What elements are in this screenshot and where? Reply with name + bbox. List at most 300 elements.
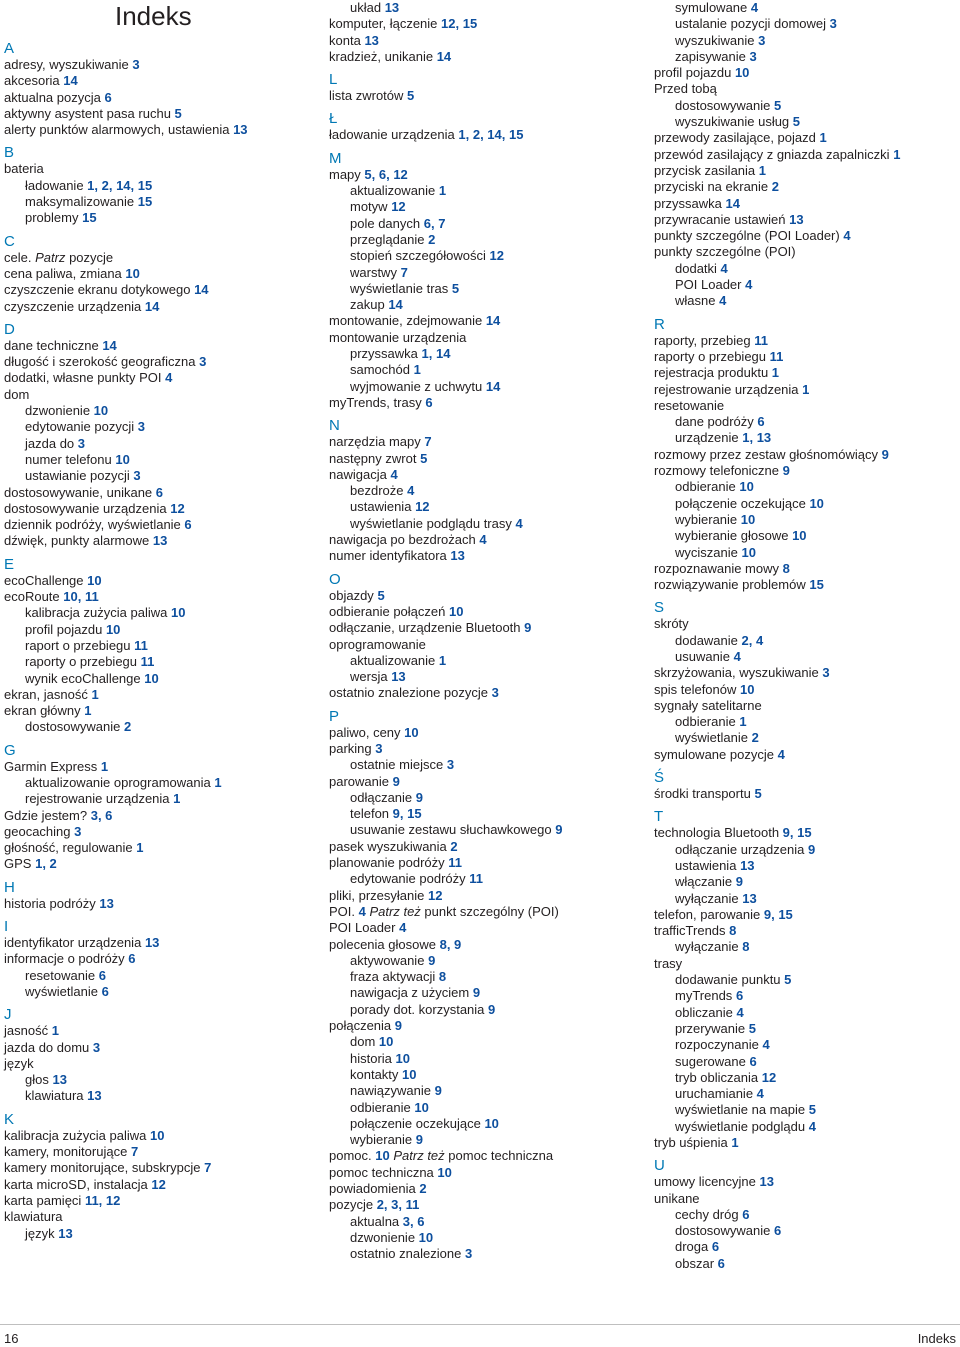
page-reference-link[interactable]: 10 <box>144 670 159 686</box>
page-reference-link[interactable]: 10 <box>449 603 464 619</box>
page-reference-link[interactable]: 14 <box>725 195 741 211</box>
index-subentry <box>654 714 960 730</box>
entry-term: czyszczenie urządzenia <box>4 298 142 314</box>
page-reference-link[interactable]: 9, 15 <box>763 906 793 922</box>
page-reference-link[interactable]: 4 <box>407 483 415 499</box>
entry-term: ustawienia <box>675 857 737 873</box>
page-reference-link[interactable]: 9, 15 <box>392 806 422 822</box>
page-reference-link[interactable]: 13 <box>87 1088 102 1104</box>
page-reference-link[interactable]: 4 <box>808 1118 816 1134</box>
page-reference-link[interactable]: 9 <box>782 463 790 479</box>
entry-term: problemy <box>25 210 79 226</box>
page-reference-link[interactable]: 10 <box>792 528 807 544</box>
page-reference-link[interactable]: 3 <box>446 757 455 773</box>
index-subentry <box>654 1070 960 1086</box>
page-reference-link[interactable]: 6 <box>774 1223 782 1239</box>
page-reference-link[interactable]: 13 <box>450 548 465 564</box>
index-entry <box>4 896 304 912</box>
entry-term: ecoChallenge <box>4 572 84 588</box>
page-reference-link[interactable]: 6 <box>128 951 136 967</box>
page-reference-link[interactable]: 4 <box>733 648 741 664</box>
page-reference-link[interactable]: 4 <box>390 466 398 482</box>
index-letter-heading: C <box>4 232 15 250</box>
page-reference-link[interactable]: 13 <box>152 533 168 549</box>
page-reference-link[interactable]: 10 <box>437 1164 452 1180</box>
page-reference-link[interactable]: 3 <box>137 419 145 435</box>
page-reference-link[interactable]: 3 <box>491 685 499 701</box>
page-reference-link[interactable]: 3 <box>132 57 140 72</box>
page-reference-link[interactable]: 3 <box>464 1246 473 1262</box>
index-entry <box>654 212 960 228</box>
index-subentry <box>654 1239 960 1255</box>
page-reference-link[interactable]: 4 <box>756 1086 764 1102</box>
entry-term: wyłączanie <box>675 890 739 906</box>
page-reference-link[interactable]: 3 <box>92 1039 101 1055</box>
index-entry <box>329 127 639 143</box>
page-reference-link[interactable]: 13 <box>742 890 757 906</box>
page-reference-link[interactable]: 10 <box>740 681 755 697</box>
page-reference-link[interactable]: 14 <box>388 297 403 313</box>
page-reference-link[interactable]: 12 <box>489 248 504 264</box>
page-reference-link[interactable]: 7 <box>424 434 432 450</box>
page-reference-link[interactable]: 13 <box>391 669 406 685</box>
entry-term: język <box>25 1225 55 1241</box>
page-reference-link[interactable]: 15 <box>137 194 153 210</box>
entry-term: adresy, wyszukiwanie <box>4 57 129 72</box>
page-reference-link[interactable]: 1 <box>173 791 181 807</box>
page-reference-link[interactable]: 10 <box>375 1148 390 1164</box>
page-reference-link[interactable]: 9 <box>555 822 563 838</box>
page-reference-link[interactable]: 11 <box>134 637 148 653</box>
page-reference-link[interactable]: 11, 12 <box>84 1192 121 1208</box>
page-reference-link[interactable]: 1 <box>214 774 222 790</box>
page-reference-link[interactable]: 1 <box>802 381 810 397</box>
entry-term: odłączanie <box>350 789 413 805</box>
index-subentry <box>4 671 304 687</box>
page-reference-link[interactable]: 10 <box>105 621 121 637</box>
page-reference-link[interactable]: 10 <box>809 495 824 511</box>
entry-term: usuwanie zestawu słuchawkowego <box>350 822 552 838</box>
page-reference-link[interactable]: 4 <box>399 920 407 936</box>
page-reference-link[interactable]: 9 <box>434 1083 442 1099</box>
page-reference-link[interactable]: 9 <box>488 1001 496 1017</box>
page-reference-link[interactable]: 4 <box>777 746 785 762</box>
index-letter-heading: R <box>654 315 665 333</box>
page-reference-link[interactable]: 3 <box>77 435 86 451</box>
page-reference-link[interactable]: 9 <box>881 446 889 462</box>
page-reference-link[interactable]: 10 <box>93 403 109 419</box>
entry-term: klawiatura <box>4 1209 63 1225</box>
index-letter-heading: O <box>329 570 341 588</box>
page-reference-link[interactable]: 12 <box>415 499 430 515</box>
page-reference-link[interactable]: 10 <box>378 1034 394 1050</box>
page-reference-link[interactable]: 10 <box>404 724 419 740</box>
entry-term: historia podróży <box>4 895 96 911</box>
page-reference-link[interactable]: 4 <box>515 515 523 531</box>
index-entry <box>4 73 304 89</box>
index-entry <box>654 907 960 923</box>
page-reference-link[interactable]: 14 <box>194 282 209 298</box>
entry-term: ostatnio znalezione <box>350 1246 462 1262</box>
entry-term: pozycje <box>329 1197 374 1213</box>
entry-term: odbieranie <box>675 714 736 730</box>
page-reference-link[interactable]: 9, 15 <box>782 825 812 841</box>
index-subentry <box>329 806 639 822</box>
page-reference-link[interactable]: 6 <box>749 1053 757 1069</box>
page-reference-link[interactable]: 1 <box>136 840 144 856</box>
page-reference-link[interactable]: 1 <box>100 758 109 774</box>
page-reference-link[interactable]: 12 <box>170 500 185 516</box>
entry-term: symulowane pozycje <box>654 746 774 762</box>
page-reference-link[interactable]: 7 <box>400 264 408 280</box>
page-reference-link[interactable]: 4 <box>750 0 759 15</box>
page-reference-link[interactable]: 1 <box>413 362 421 378</box>
index-entry <box>4 573 304 589</box>
index-subentry <box>654 261 960 277</box>
page-reference-link[interactable]: 5 <box>451 280 460 296</box>
index-subentry <box>654 939 960 955</box>
page-reference-link[interactable]: 5 <box>407 88 415 104</box>
index-entry <box>654 1191 960 1207</box>
see-also-target: punkt szczególny (POI) <box>424 903 559 919</box>
page-reference-link[interactable]: 8 <box>742 939 750 955</box>
page-reference-link[interactable]: 2 <box>419 1181 427 1196</box>
index-subentry <box>654 1256 960 1272</box>
index-entry <box>329 88 639 104</box>
page-reference-link[interactable]: 1, 13 <box>742 430 772 446</box>
entry-term: przeglądanie <box>350 231 425 247</box>
page-reference-link[interactable]: 9 <box>524 620 532 636</box>
index-subentry <box>329 281 639 297</box>
page-reference-link[interactable]: 2, 4 <box>741 632 764 648</box>
page-reference-link[interactable]: 9 <box>415 789 424 805</box>
entry-term: aktualizowanie <box>350 183 436 199</box>
page-reference-link[interactable]: 5 <box>808 1102 816 1118</box>
index-subentry <box>654 114 960 130</box>
page-reference-link[interactable]: 3 <box>749 48 757 64</box>
page-reference-link[interactable]: 1 <box>771 365 780 381</box>
index-entry <box>654 616 960 632</box>
page-reference-link[interactable]: 13 <box>740 857 755 873</box>
page-reference-link[interactable]: 3 <box>199 354 207 370</box>
page-reference-link[interactable]: 10 <box>740 511 756 527</box>
entry-term: Przed tobą <box>654 81 717 97</box>
page-reference-link[interactable]: 12 <box>151 1176 166 1192</box>
entry-term: przewody zasilające, pojazd <box>654 130 816 146</box>
page-reference-link[interactable]: 9 <box>735 874 743 890</box>
entry-term: połączenie oczekujące <box>675 495 806 511</box>
page-reference-link[interactable]: 15 <box>82 210 97 226</box>
page-reference-link[interactable]: 3, 6 <box>402 1213 425 1229</box>
index-entry <box>329 839 639 855</box>
page-reference-link[interactable]: 1, 14 <box>421 346 451 362</box>
page-reference-link[interactable]: 8 <box>438 969 447 985</box>
page-reference-link[interactable]: 12 <box>428 887 443 903</box>
page-reference-link[interactable]: 3 <box>74 823 82 839</box>
page-reference-link[interactable]: 6 <box>98 967 106 983</box>
page-reference-link[interactable]: 3 <box>822 665 830 681</box>
entry-term: zakup <box>350 297 385 313</box>
page-reference-link[interactable]: 14 <box>102 337 117 353</box>
entry-term: POI Loader <box>329 920 396 936</box>
entry-term: ostatnie miejsce <box>350 757 444 773</box>
index-subentry <box>654 33 960 49</box>
index-entry <box>4 161 304 177</box>
entry-term: wyświetlanie <box>25 983 98 999</box>
entry-term: obliczanie <box>675 1004 733 1020</box>
entry-term: pomoc techniczna <box>329 1164 434 1180</box>
entry-term: aktualizowanie <box>350 652 436 668</box>
page-reference-link[interactable]: 5 <box>774 97 782 113</box>
page-reference-link[interactable]: 4 <box>479 532 487 548</box>
page-reference-link[interactable]: 4 <box>745 277 753 293</box>
index-letter-heading: K <box>4 1110 15 1128</box>
page-reference-link[interactable]: 10 <box>739 479 754 495</box>
page-reference-link[interactable]: 6 <box>717 1255 725 1271</box>
index-entry <box>4 840 304 856</box>
page-reference-link[interactable]: 8, 9 <box>439 936 462 952</box>
page-reference-link[interactable]: 4 <box>762 1037 770 1053</box>
page-reference-link[interactable]: 11 <box>448 855 463 871</box>
page-reference-link[interactable]: 1 <box>51 1023 59 1039</box>
page-reference-link[interactable]: 4 <box>719 293 727 309</box>
page-reference-link[interactable]: 14 <box>485 313 501 329</box>
page-reference-link[interactable]: 5 <box>377 587 385 603</box>
page-reference-link[interactable]: 1 <box>893 146 901 162</box>
page-reference-link[interactable]: 6 <box>757 414 765 430</box>
page-reference-link[interactable]: 14 <box>485 378 501 394</box>
page-reference-link[interactable]: 11 <box>140 654 155 670</box>
page-reference-link[interactable]: 1 <box>731 1135 739 1150</box>
page-reference-link[interactable]: 9 <box>808 841 816 857</box>
page-reference-link[interactable]: 10 <box>149 1127 165 1143</box>
page-reference-link[interactable]: 14 <box>63 73 78 89</box>
page-reference-link[interactable]: 5, 6, 12 <box>364 166 408 182</box>
page-reference-link[interactable]: 2 <box>771 179 780 195</box>
page-reference-link[interactable]: 6 <box>742 1206 750 1222</box>
page-reference-link[interactable]: 2, 3, 11 <box>376 1197 420 1213</box>
index-entry <box>329 33 639 49</box>
page-reference-link[interactable]: 6 <box>104 89 112 105</box>
index-entry <box>4 703 304 719</box>
page-reference-link[interactable]: 4 <box>736 1004 744 1020</box>
page-reference-link[interactable]: 8 <box>782 560 790 576</box>
page-reference-link[interactable]: 1, 2, 14, 15 <box>458 127 524 143</box>
page-reference-link[interactable]: 11 <box>769 348 784 364</box>
page-reference-link[interactable]: 2 <box>124 719 132 735</box>
page-reference-link[interactable]: 2 <box>751 730 759 746</box>
entry-term: dzwonienie <box>350 1229 416 1245</box>
index-entry <box>654 665 960 681</box>
index-entry <box>654 1174 960 1190</box>
page-reference-link[interactable]: 1 <box>438 183 447 199</box>
index-subentry <box>329 1051 639 1067</box>
index-entry <box>329 725 639 741</box>
entry-term: motyw <box>350 199 388 215</box>
entry-term: dane techniczne <box>4 337 99 353</box>
page-reference-link[interactable]: 5 <box>784 972 792 988</box>
page-reference-link[interactable]: 2 <box>428 231 436 247</box>
page-reference-link[interactable]: 1, 2 <box>35 856 57 872</box>
index-entry <box>4 589 304 605</box>
index-subentry <box>329 985 639 1001</box>
page-reference-link[interactable]: 14 <box>144 298 160 314</box>
index-entry <box>329 888 639 904</box>
page-reference-link[interactable]: 3 <box>758 32 766 48</box>
page-reference-link[interactable]: 5 <box>174 105 182 121</box>
page-reference-link[interactable]: 1 <box>438 652 447 668</box>
entry-term: wyświetlanie <box>675 730 748 746</box>
page-reference-link[interactable]: 1 <box>758 162 767 178</box>
index-entry <box>654 825 960 841</box>
page-reference-link[interactable]: 10 <box>734 65 750 81</box>
page-reference-link[interactable]: 4 <box>843 228 851 244</box>
page-reference-link[interactable]: 3 <box>133 468 141 484</box>
page-reference-link[interactable]: 13 <box>233 122 248 138</box>
page-reference-link[interactable]: 13 <box>144 935 160 951</box>
page-reference-link[interactable]: 8 <box>729 923 737 939</box>
entry-term: nawiązywanie <box>350 1083 431 1099</box>
page-reference-link[interactable]: 7 <box>130 1144 139 1160</box>
page-reference-link[interactable]: 6 <box>155 484 164 500</box>
page-reference-link[interactable]: 6 <box>184 517 192 533</box>
page-reference-link[interactable]: 9 <box>415 1132 424 1148</box>
page-reference-link[interactable]: 13 <box>99 895 114 911</box>
index-subentry <box>654 1119 960 1135</box>
page-reference-link[interactable]: 10 <box>418 1229 434 1245</box>
index-subentry <box>654 98 960 114</box>
entry-term: dom <box>4 386 30 402</box>
page-reference-link[interactable]: 10, 11 <box>63 589 99 605</box>
index-subentry <box>329 216 639 232</box>
page-reference-link[interactable]: 11 <box>754 332 768 348</box>
page-reference-link[interactable]: 12 <box>391 199 406 215</box>
page-reference-link[interactable]: 6 <box>425 394 433 410</box>
index-subentry <box>329 265 639 281</box>
page-reference-link[interactable]: 10 <box>395 1050 411 1066</box>
index-entry <box>654 349 960 365</box>
page-reference-link[interactable]: 10 <box>115 451 130 467</box>
page-reference-link[interactable]: 7 <box>204 1160 212 1176</box>
page-reference-link[interactable]: 5 <box>748 1020 756 1036</box>
page-reference-link[interactable]: 12, 15 <box>441 16 478 32</box>
page-reference-link[interactable]: 12 <box>761 1069 777 1085</box>
index-entry <box>4 1177 304 1193</box>
page-reference-link[interactable]: 6 <box>101 983 109 999</box>
entry-term: aktywny asystent pasa ruchu <box>4 105 171 121</box>
index-letter-heading: L <box>329 71 338 89</box>
page-reference-link[interactable]: 3, 6 <box>90 807 113 823</box>
page-reference-link[interactable]: 1 <box>739 714 747 730</box>
index-column-1 <box>4 40 304 1242</box>
index-entry <box>329 313 639 329</box>
index-entry <box>4 1209 304 1225</box>
page-reference-link[interactable]: 10 <box>170 605 186 621</box>
index-subentry <box>4 436 304 452</box>
entry-term: wyświetlanie podglądu <box>675 1118 806 1134</box>
page-reference-link[interactable]: 13 <box>52 1072 67 1088</box>
index-entry <box>654 447 960 463</box>
page-reference-link[interactable]: 13 <box>364 32 379 48</box>
index-entry <box>654 81 960 97</box>
page-reference-link[interactable]: 10 <box>741 544 756 560</box>
page-reference-link[interactable]: 10 <box>125 265 140 281</box>
index-subentry <box>329 1002 639 1018</box>
page-reference-link[interactable]: 10 <box>402 1066 417 1082</box>
entry-term: cechy dróg <box>675 1206 739 1222</box>
page-reference-link[interactable]: 10 <box>414 1099 429 1115</box>
index-subentry <box>654 277 960 293</box>
entry-term: aktualna pozycja <box>4 89 101 105</box>
entry-term: ostatnio znalezione pozycje <box>329 685 488 701</box>
index-letter-heading: G <box>4 741 16 759</box>
entry-term: aktualizowanie oprogramowania <box>25 774 211 790</box>
entry-term: montowanie urządzenia <box>329 329 467 345</box>
entry-term: usuwanie <box>675 648 730 664</box>
page-reference-link[interactable]: 11 <box>469 871 484 887</box>
page-reference-link[interactable]: 1 <box>819 130 827 146</box>
page-reference-link[interactable]: 9 <box>472 985 481 1001</box>
page-reference-link[interactable]: 4 <box>165 370 173 386</box>
page-reference-link[interactable]: 14 <box>436 48 452 64</box>
page-reference-link[interactable]: 5 <box>754 786 762 802</box>
page-reference-link[interactable]: 2 <box>450 838 458 854</box>
index-entry <box>329 620 639 636</box>
entry-term: myTrends, trasy <box>329 394 422 410</box>
entry-term: symulowane <box>675 0 748 15</box>
page-reference-link[interactable]: 9 <box>392 773 400 789</box>
entry-term: Garmin Express <box>4 758 98 774</box>
page-reference-link[interactable]: 13 <box>58 1225 73 1241</box>
page-reference-link[interactable]: 13 <box>789 211 804 227</box>
entry-term: umowy licencyjne <box>654 1174 756 1190</box>
page-reference-link[interactable]: 10 <box>484 1115 499 1131</box>
page-reference-link[interactable]: 1 <box>91 686 99 702</box>
page-reference-link[interactable]: 4 <box>358 903 366 919</box>
entry-term: przycisk zasilania <box>654 162 756 178</box>
entry-term: głos <box>25 1072 49 1088</box>
page-reference-link[interactable]: 6 <box>735 988 744 1004</box>
entry-term: rozpoczynanie <box>675 1037 759 1053</box>
index-subentry <box>654 1005 960 1021</box>
entry-term: dźwięk, punkty alarmowe <box>4 533 150 549</box>
page-reference-link[interactable]: 9 <box>394 1018 403 1034</box>
page-reference-link[interactable]: 6, 7 <box>423 215 446 231</box>
entry-term: bateria <box>4 161 44 177</box>
page-reference-link[interactable]: 1, 2, 14, 15 <box>87 177 153 193</box>
page-reference-link[interactable]: 3 <box>375 740 383 756</box>
page-reference-link[interactable]: 5 <box>792 114 801 130</box>
page-reference-link[interactable]: 6 <box>711 1239 720 1255</box>
index-entry <box>654 365 960 381</box>
entry-term: narzędzia mapy <box>329 434 421 450</box>
index-subentry <box>654 891 960 907</box>
page-reference-link[interactable]: 9 <box>428 952 436 968</box>
page-reference-link[interactable]: 15 <box>809 577 824 593</box>
page-reference-link[interactable]: 5 <box>420 450 428 466</box>
page-reference-link[interactable]: 4 <box>720 260 728 276</box>
page-reference-link[interactable]: 1 <box>84 703 92 719</box>
page-reference-link[interactable]: 10 <box>87 572 102 588</box>
page-reference-link[interactable]: 3 <box>829 16 837 32</box>
entry-term: wynik ecoChallenge <box>25 670 141 686</box>
entry-term: edytowanie pozycji <box>25 419 135 435</box>
page-reference-link[interactable]: 13 <box>759 1174 774 1190</box>
index-entry <box>654 1135 960 1151</box>
entry-term: powiadomienia <box>329 1181 416 1196</box>
entry-term: paliwo, ceny <box>329 724 401 740</box>
page-reference-link[interactable]: 13 <box>384 0 400 15</box>
